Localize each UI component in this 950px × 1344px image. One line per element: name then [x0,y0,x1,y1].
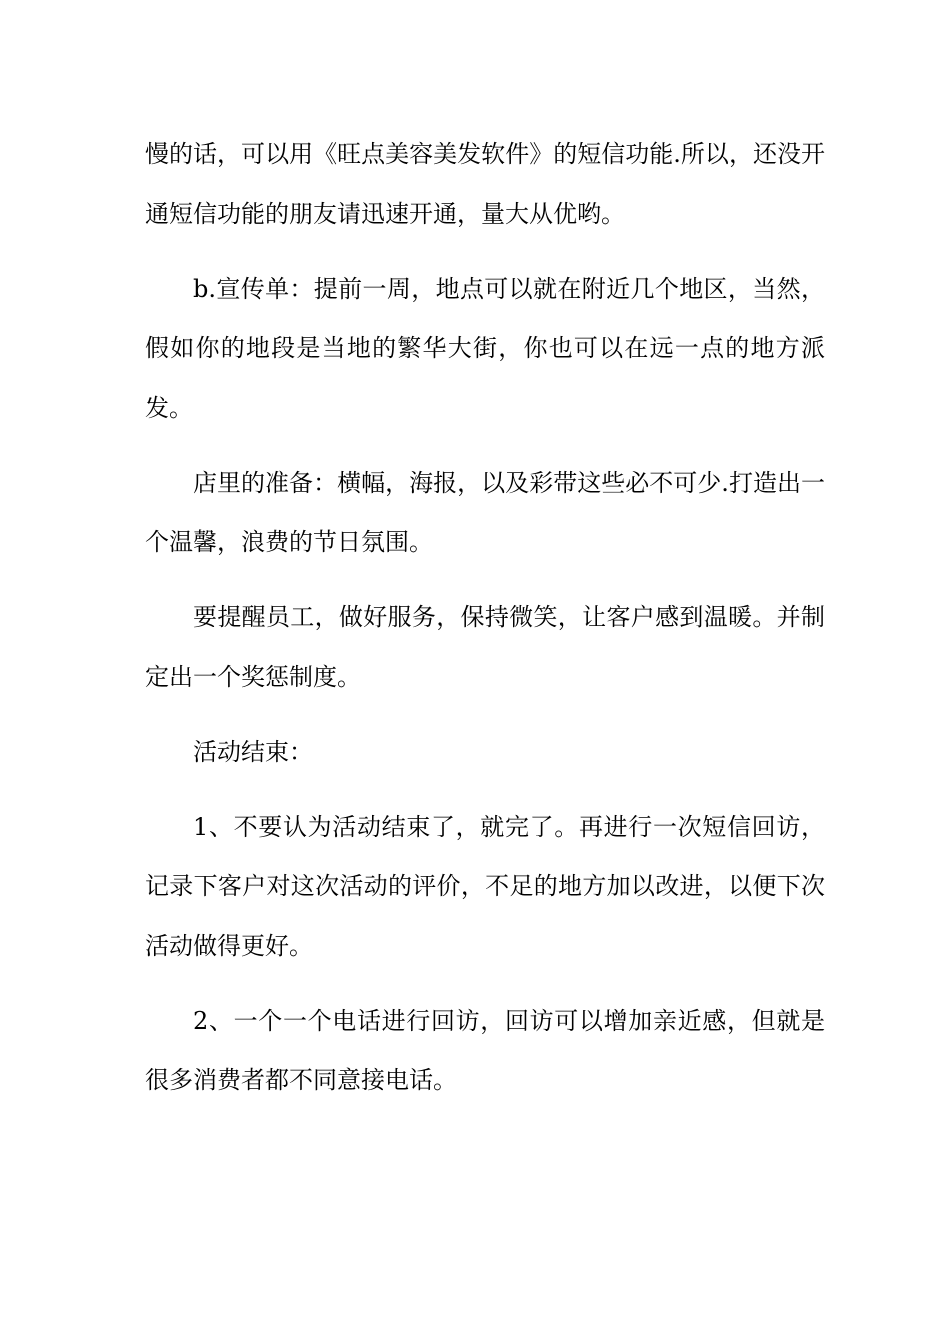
paragraph-event-end-heading: 活动结束： [193,737,313,766]
paragraph-staff-reminder: 要提醒员工，做好服务，保持微笑，让客户感到温暖。并制定出一个奖惩制度。 [145,603,825,691]
paragraph-sms-function: 慢的话，可以用《旺点美容美发软件》的短信功能.所以，还没开通短信功能的朋友请迅速开通，量大从优哟。 [145,140,825,228]
paragraph-phone-follow-up: 2、一个一个电话进行回访，回访可以增加亲近感，但就是很多消费者都不同意接电话。 [145,1006,825,1094]
paragraph-store-preparation: 店里的准备：横幅，海报，以及彩带这些必不可少.打造出一个温馨，浪费的节日氛围。 [145,468,825,556]
paragraph-flyers: b.宣传单：提前一周，地点可以就在附近几个地区，当然，假如你的地段是当地的繁华大街，你也可以在远一点的地方派发。 [145,274,825,422]
paragraph-sms-follow-up: 1、不要认为活动结束了，就完了。再进行一次短信回访，记录下客户对这次活动的评价，不足的地方加以改进，以便下次活动做得更好。 [145,812,825,960]
document-body [145,125,825,1126]
